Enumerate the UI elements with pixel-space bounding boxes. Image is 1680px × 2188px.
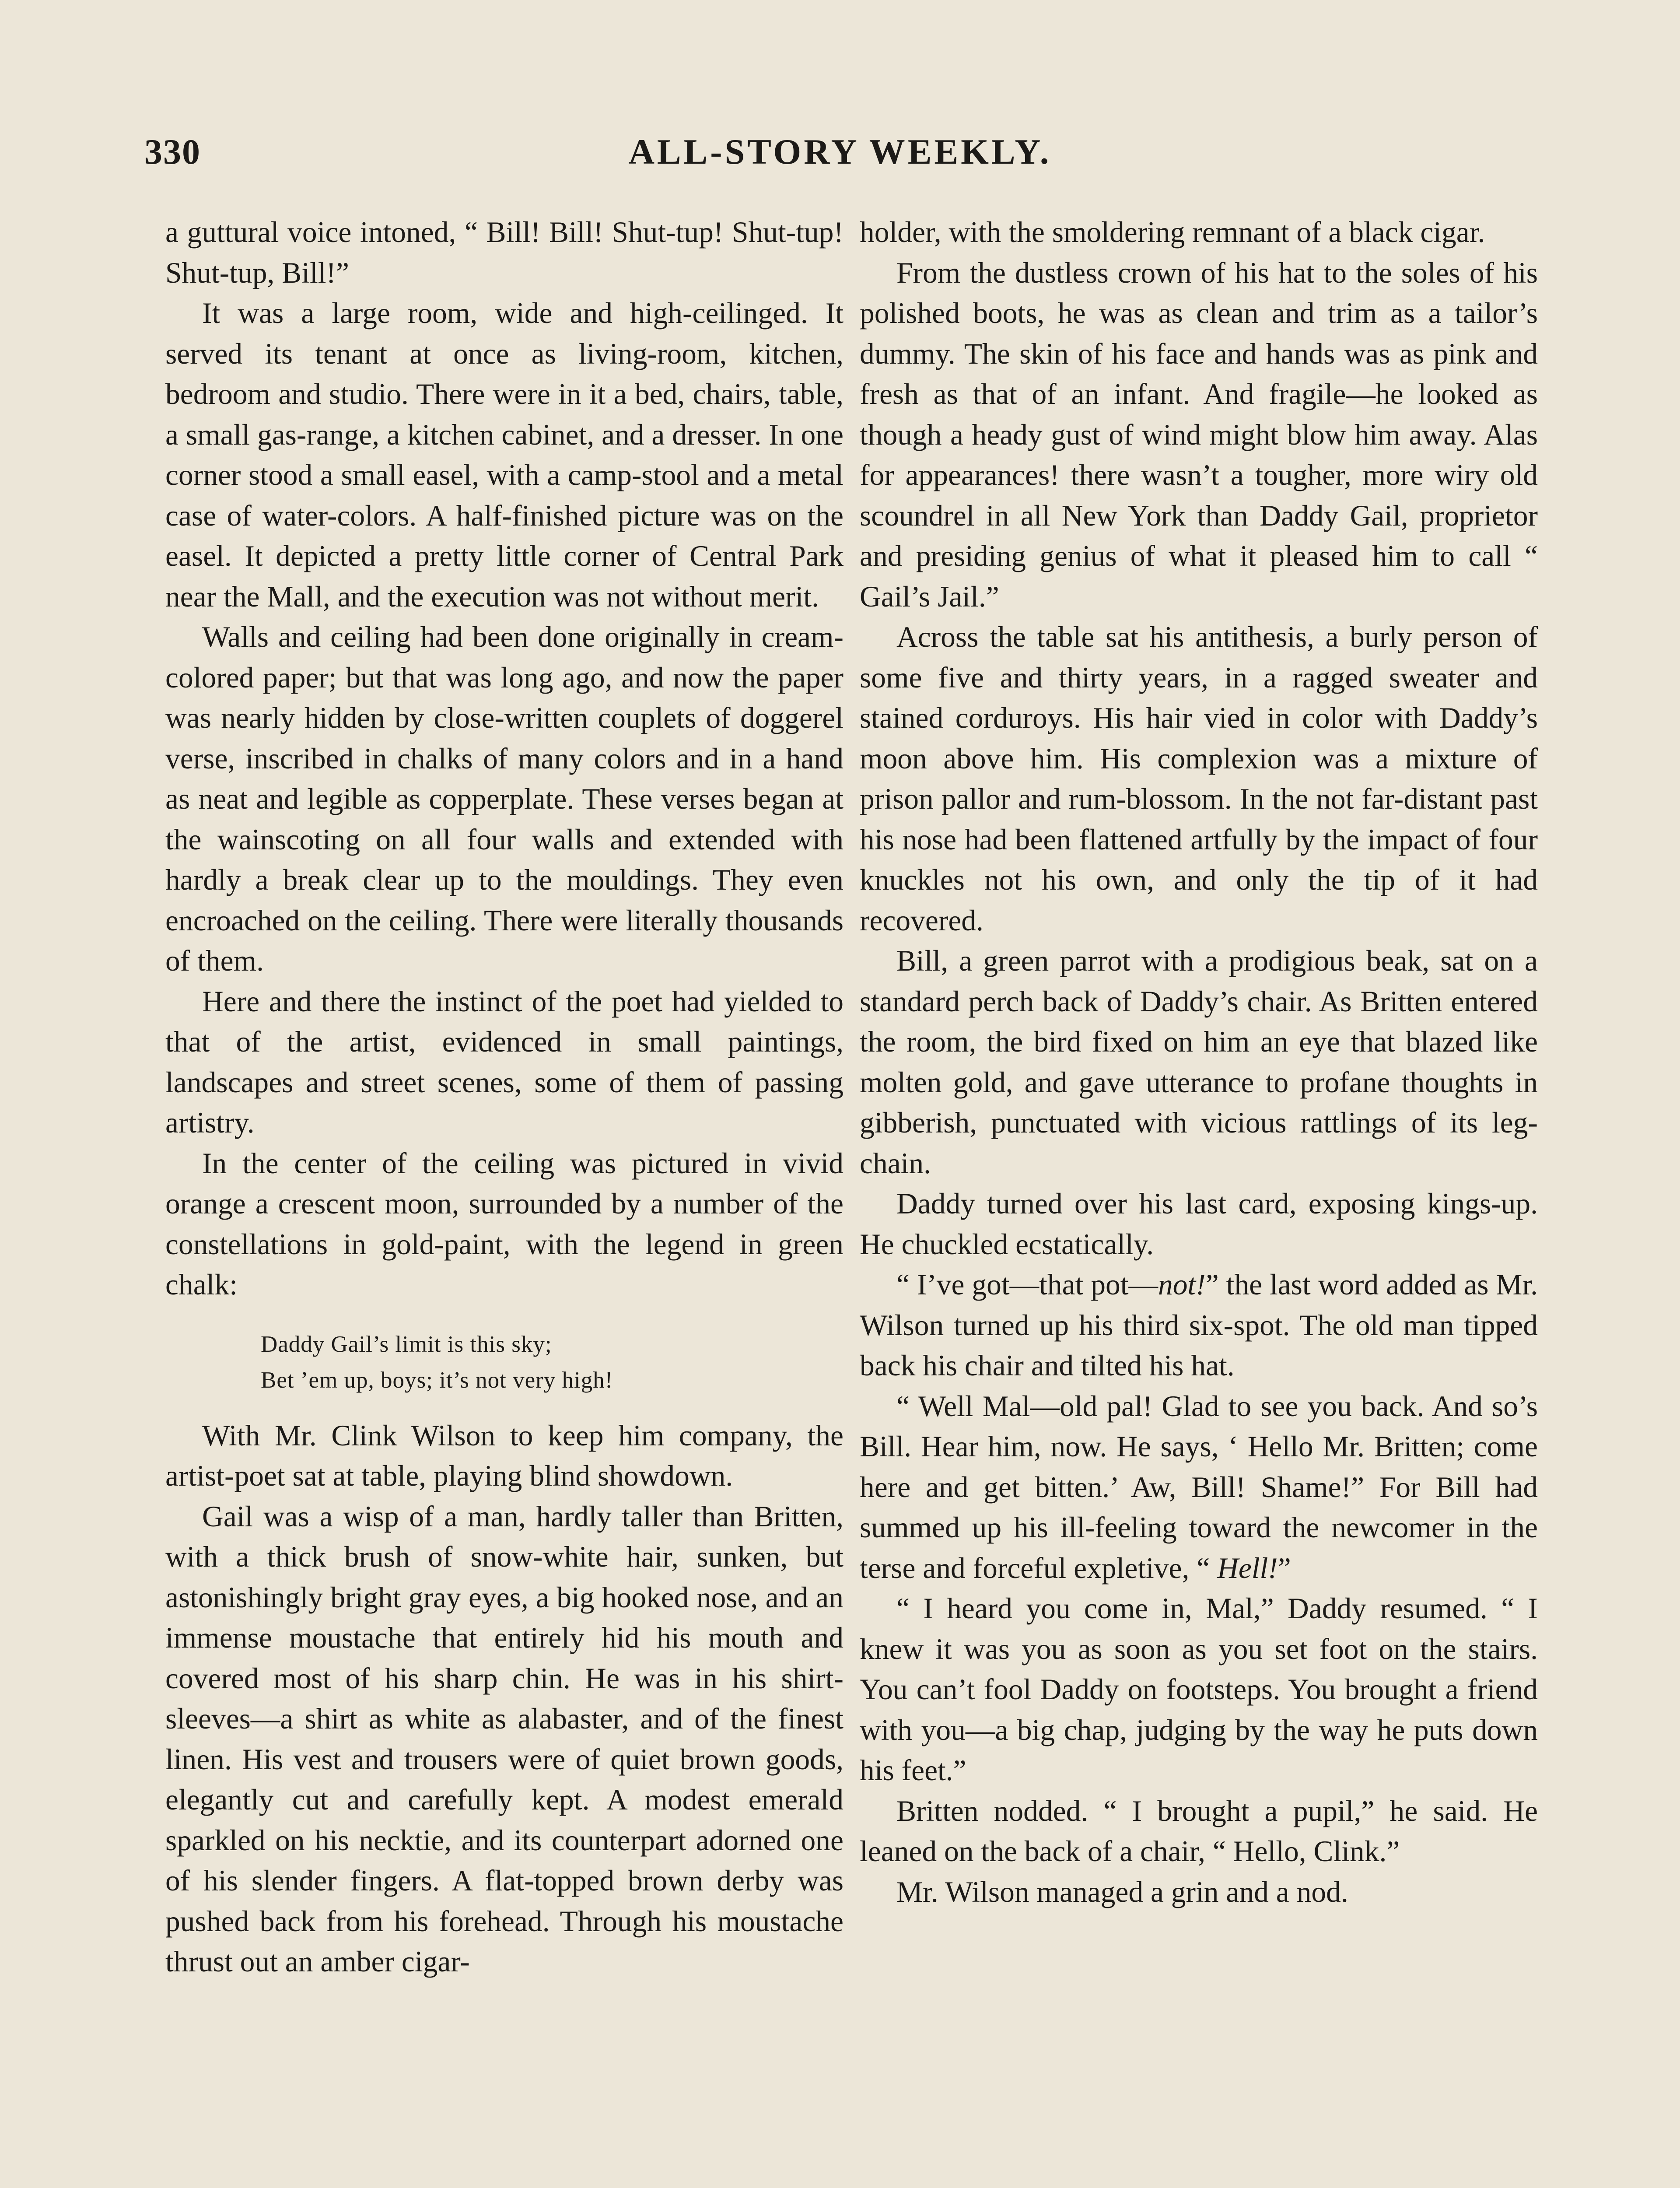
paragraph-text: “ Well Mal—old pal! Glad to see you back. And so’s Bill. Hear him, now. He says, ‘ Hello Mr. Britten; come here and get bitten.’ Aw, Bill! Shame!” For Bill had summed up his ill-feeling toward the newcomer in the terse and forceful expletive, “: [860, 1389, 1538, 1585]
page-number: 330: [144, 132, 201, 172]
emphasis-text: Hell!: [1217, 1551, 1278, 1585]
paragraph-text: “ I’ve got—that pot—: [896, 1268, 1158, 1301]
paragraph: Daddy turned over his last card, exposing kings-up. He chuckled ecstatically.: [860, 1187, 1538, 1261]
paragraph: Here and there the instinct of the poet had yielded to that of the artist, evidenced in small paintings, landscapes and street scenes, some of them of passing artistry.: [165, 985, 844, 1139]
paragraph: In the center of the ceiling was pictured in vivid orange a crescent moon, surrounded by a number of the constellations in gold-paint, with the legend in green chalk:: [165, 1147, 844, 1301]
paragraph: With Mr. Clink Wilson to keep him company, the artist-poet sat at table, playing blind showdown.: [165, 1419, 844, 1492]
paragraph-text: ”: [1278, 1551, 1291, 1585]
verse-block: [165, 1326, 844, 1398]
paragraph: Gail was a wisp of a man, hardly taller than Britten, with a thick brush of snow-white hair, sunken, but astonishingly bright gray eyes, a big hooked nose, and an immense moustache that entirely hid his mouth and covered most of his sharp chin. He was in his shirt-sleeves—a shirt as white as alabaster, and of the finest linen. His vest and trousers were of quiet brown goods, elegantly cut and carefully kept. A modest emerald sparkled on his necktie, and its counterpart adorned one of his slender fingers. A flat-topped brown derby was pushed back from his forehead. Through his moustache thrust out an amber cigar-: [165, 1500, 844, 1978]
paragraph-text: ” the last word added as Mr. Wilson turned up his third six-spot. The old man tipped back his chair and tilted his hat.: [860, 1268, 1538, 1382]
magazine-title: ALL-STORY WEEKLY.: [628, 132, 1052, 172]
paragraph: a guttural voice intoned, “ Bill! Bill! Shut-tup! Shut-tup! Shut-tup, Bill!”: [165, 216, 844, 289]
emphasis-text: not!: [1158, 1268, 1206, 1301]
paragraph: Britten nodded. “ I brought a pupil,” he said. He leaned on the back of a chair, “ Hello, Clink.”: [860, 1794, 1538, 1868]
verse-line: Daddy Gail’s limit is this sky;: [261, 1331, 552, 1357]
paragraph: From the dustless crown of his hat to the soles of his polished boots, he was as clean and trim as a tailor’s dummy. The skin of his face and hands was as pink and fresh as that of an infant. And fragile—he looked as though a heady gust of wind might blow him away. Alas for appearances! there wasn’t a tougher, more wiry old scoundrel in all New York than Daddy Gail, proprietor and presiding genius of what it pleased him to call “ Gail’s Jail.”: [860, 256, 1538, 613]
paragraph: Bill, a green parrot with a prodigious beak, sat on a standard perch back of Daddy’s chair. As Britten entered the room, the bird fixed on him an eye that blazed like molten gold, and gave utterance to profane thoughts in gibberish, punctuated with vicious rattlings of its leg-chain.: [860, 944, 1538, 1180]
paragraph: [860, 1265, 1538, 1386]
left-column: [165, 212, 844, 1982]
right-column: [860, 212, 1538, 1912]
paragraph: Walls and ceiling had been done originally in cream-colored paper; but that was long ago, and now the paper was nearly hidden by close-written couplets of doggerel verse, inscribed in chalks of many colors and in a hand as neat and legible as copperplate. These verses began at the wainscoting on all four walls and extended with hardly a break clear up to the mouldings. They even encroached on the ceiling. There were literally thousands of them.: [165, 621, 844, 977]
paragraph: holder, with the smoldering remnant of a black cigar.: [860, 216, 1485, 249]
verse-line: Bet ’em up, boys; it’s not very high!: [261, 1367, 613, 1393]
page-header: [144, 131, 1536, 193]
paragraph: It was a large room, wide and high-ceilinged. It served its tenant at once as living-room, kitchen, bedroom and studio. There were in it a bed, chairs, table, a small gas-range, a kitchen cabinet, and a dresser. In one corner stood a small easel, with a camp-stool and a metal case of water-colors. A half-finished picture was on the easel. It depicted a pretty little corner of Central Park near the Mall, and the execution was not without merit.: [165, 297, 844, 613]
paragraph: [860, 1386, 1538, 1589]
paragraph: Mr. Wilson managed a grin and a nod.: [896, 1875, 1348, 1908]
paragraph: Across the table sat his antithesis, a burly person of some five and thirty years, in a ragged sweater and stained corduroys. His hair vied in color with Daddy’s moon above him. His complexion was a mixture of prison pallor and rum-blossom. In the not far-distant past his nose had been flattened artfully by the impact of four knuckles not his own, and only the tip of it had recovered.: [860, 621, 1538, 937]
paragraph: “ I heard you come in, Mal,” Daddy resumed. “ I knew it was you as soon as you set foot on the stairs. You can’t fool Daddy on footsteps. You brought a friend with you—a big chap, judging by the way he puts down his feet.”: [860, 1592, 1538, 1787]
